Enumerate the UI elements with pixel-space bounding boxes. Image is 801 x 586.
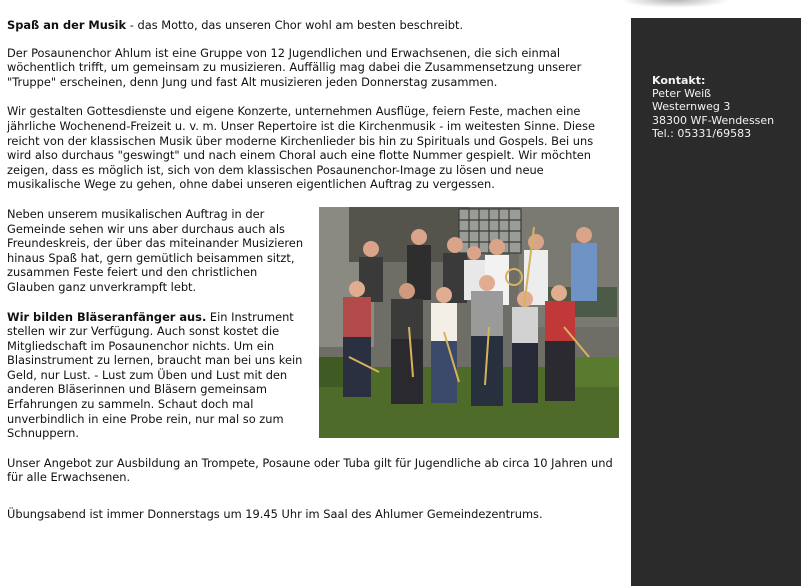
beginners-text: Ein Instrument stellen wir zur Verfügung. Auch sonst kostet die Mitgliedschaft im Posaunenchor nichts. Um ein Blasinstrument zu lernen, braucht man bei uns kein Geld, nur Lust. - Lust zum Üben und Lust mit den anderen Bläserinnen und Bläsern gemeinsam Erfahrungen zu sammeln. Schaut doch mal unverbindlich in eine Probe rein, nur mal so zum Schnuppern. xyxy=(7,309,303,441)
beginners-bold: Wir bilden Bläseranfänger aus. xyxy=(7,309,207,324)
contact-name: Peter Weiß xyxy=(652,87,712,101)
intro-paragraph xyxy=(7,18,619,33)
contact-block xyxy=(652,74,774,140)
paragraph-about: Der Posaunenchor Ahlum ist eine Gruppe von 12 Jugendlichen und Erwachsenen, die sich einmal wöchentlich trifft, um gemeinsam zu musizieren. Auffällig mag dabei die Zusammensetzung unserer "Truppe" erscheinen, denn Jung und fast Alt musizieren jeden Donnerstag zusammen. xyxy=(7,45,582,89)
top-shadow-decoration xyxy=(620,0,730,8)
intro-bold: Spaß an der Musik xyxy=(7,18,127,32)
paragraph-activities: Wir gestalten Gottesdienste und eigene Konzerte, unternehmen Ausflüge, feiern Feste, machen eine jährliche Wochenend-Freizeit u. v. m. Unser Repertoire ist die Kirchenmusik - im weitesten Sinne. Diese reicht von der klassischen Musik über moderne Kirchenlieder bis hin zu Spirituals und Gospels. Bei uns wird also durchaus "geswingt" und nach einem Choral auch eine flotte Nummer gespielt. Wir möchten zeigen, dass es möglich ist, sich von dem klassischen Posaunenchor-Image zu lösen und neue musikalische Wege zu gehen, ohne dabei unseren eigentlichen Auftrag zu vergessen. xyxy=(7,104,595,192)
group-photo xyxy=(319,207,619,438)
contact-phone: Tel.: 05331/69583 xyxy=(652,126,752,140)
paragraph-community: Neben unserem musikalischen Auftrag in der Gemeinde sehen wir uns aber durchaus auch als Freundeskreis, der über das miteinander Musizieren hinaus Spaß hat, gern gemütlich beisammen sitzt, zusammen Feste feiert und den christlichen Glauben ganz unverkrampft lebt. xyxy=(7,206,304,294)
intro-text: - das Motto, das unseren Chor wohl am besten beschreibt. xyxy=(126,18,464,32)
sidebar xyxy=(631,18,801,586)
contact-label: Kontakt: xyxy=(652,74,706,87)
contact-city: 38300 WF-Wendessen xyxy=(652,113,775,127)
paragraph-rehearsal: Übungsabend ist immer Donnerstags um 19.45 Uhr im Saal des Ahlumer Gemeindezentrums. xyxy=(7,507,543,522)
contact-street: Westernweg 3 xyxy=(652,100,731,114)
paragraph-offer: Unser Angebot zur Ausbildung an Trompete, Posaune oder Tuba gilt für Jugendliche ab circa 10 Jahren und für alle Erwachsenen. xyxy=(7,455,613,485)
main-content xyxy=(7,18,619,537)
